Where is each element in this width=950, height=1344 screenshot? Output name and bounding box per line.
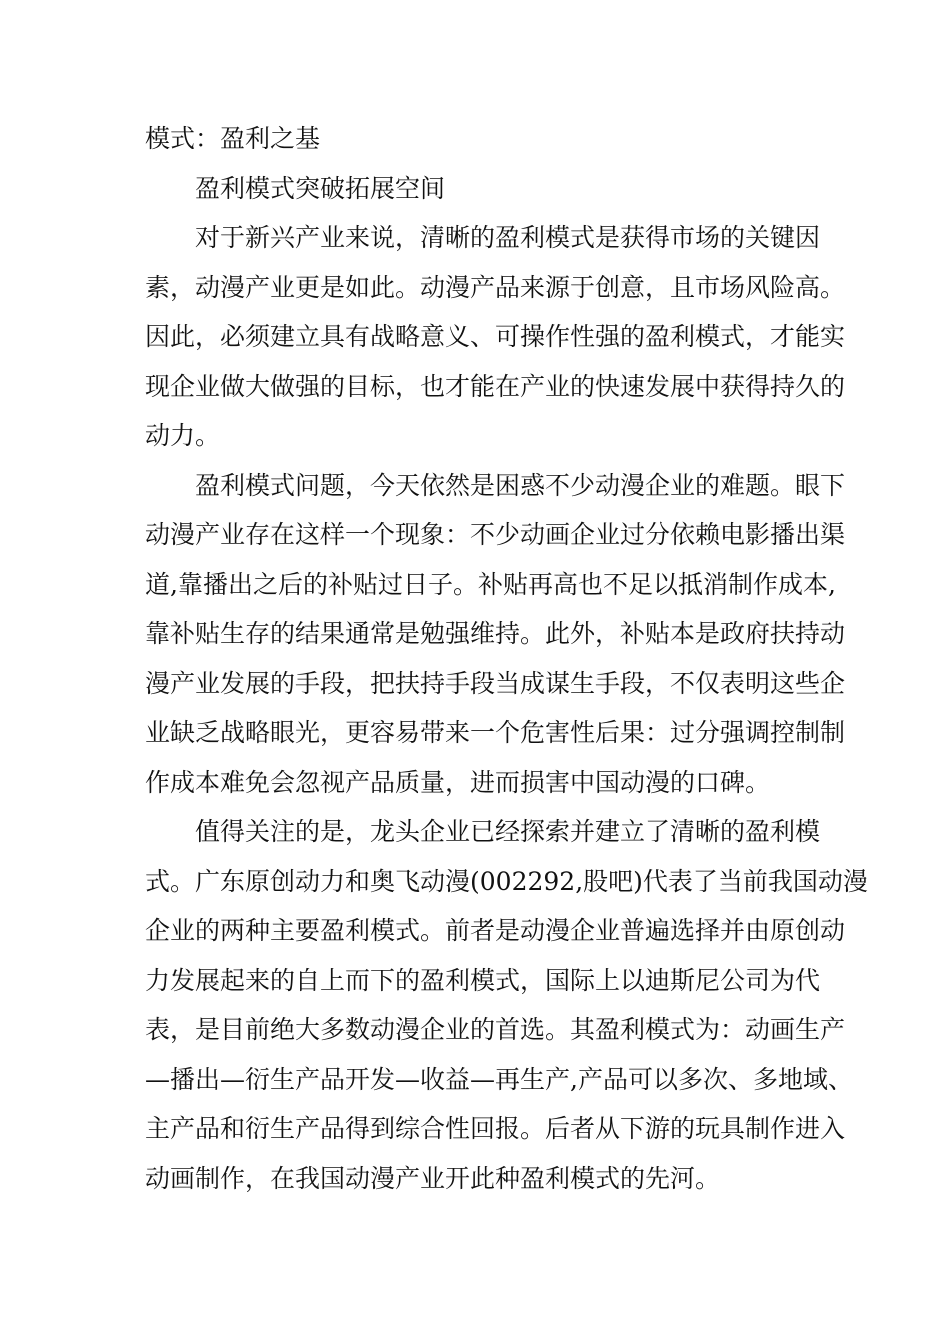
paragraph-line: —播出—衍生产品开发—收益—再生产,产品可以多次、多地域、 <box>145 1064 853 1094</box>
paragraph-1 <box>145 213 846 461</box>
paragraph-line: 对于新兴产业来说，清晰的盈利模式是获得市场的关键因 <box>195 223 821 252</box>
paragraph-line: 靠补贴生存的结果通常是勉强维持。此外，补贴本是政府扶持动 <box>145 619 846 648</box>
paragraph-3 <box>145 807 868 1203</box>
paragraph-line: 业缺乏战略眼光，更容易带来一个危害性后果：过分强调控制制 <box>145 718 846 747</box>
paragraph-line: 素，动漫产业更是如此。动漫产品来源于创意，且市场风险高。 <box>145 272 846 302</box>
paragraph-line: 动画制作，在我国动漫产业开此种盈利模式的先河。 <box>145 1163 721 1193</box>
paragraph-line: 主产品和衍生产品得到综合性回报。后者从下游的玩具制作进入 <box>145 1114 846 1143</box>
paragraph-line: 因此，必须建立具有战略意义、可操作性强的盈利模式，才能实 <box>145 322 846 351</box>
document-body <box>145 114 868 1203</box>
paragraph-line: 道,靠播出之后的补贴过日子。补贴再高也不足以抵消制作成本, <box>145 569 836 599</box>
paragraph-line: 企业的两种主要盈利模式。前者是动漫企业普遍选择并由原创动 <box>145 916 846 945</box>
paragraph-line: 现企业做大做强的目标，也才能在产业的快速发展中获得持久的 <box>145 371 846 401</box>
paragraph-2 <box>145 461 846 808</box>
paragraph-line: 值得关注的是，龙头企业已经探索并建立了清晰的盈利模 <box>195 817 821 846</box>
section-title: 模式：盈利之基 <box>145 124 321 153</box>
paragraph-line: 式。广东原创动力和奥飞动漫(002292,股吧)代表了当前我国动漫 <box>145 866 868 896</box>
paragraph-line: 动力。 <box>145 421 221 450</box>
paragraph-line: 漫产业发展的手段，把扶持手段当成谋生手段，不仅表明这些企 <box>145 668 846 698</box>
paragraph-line: 作成本难免会忽视产品质量，进而损害中国动漫的口碑。 <box>145 767 771 797</box>
paragraph-line: 表，是目前绝大多数动漫企业的首选。其盈利模式为：动画生产 <box>145 1015 846 1044</box>
paragraph-line: 动漫产业存在这样一个现象：不少动画企业过分依赖电影播出渠 <box>145 520 846 549</box>
section-subtitle: 盈利模式突破拓展空间 <box>195 173 446 203</box>
paragraph-line: 力发展起来的自上而下的盈利模式，国际上以迪斯尼公司为代 <box>145 965 821 995</box>
paragraph-line: 盈利模式问题，今天依然是困惑不少动漫企业的难题。眼下 <box>195 470 846 500</box>
